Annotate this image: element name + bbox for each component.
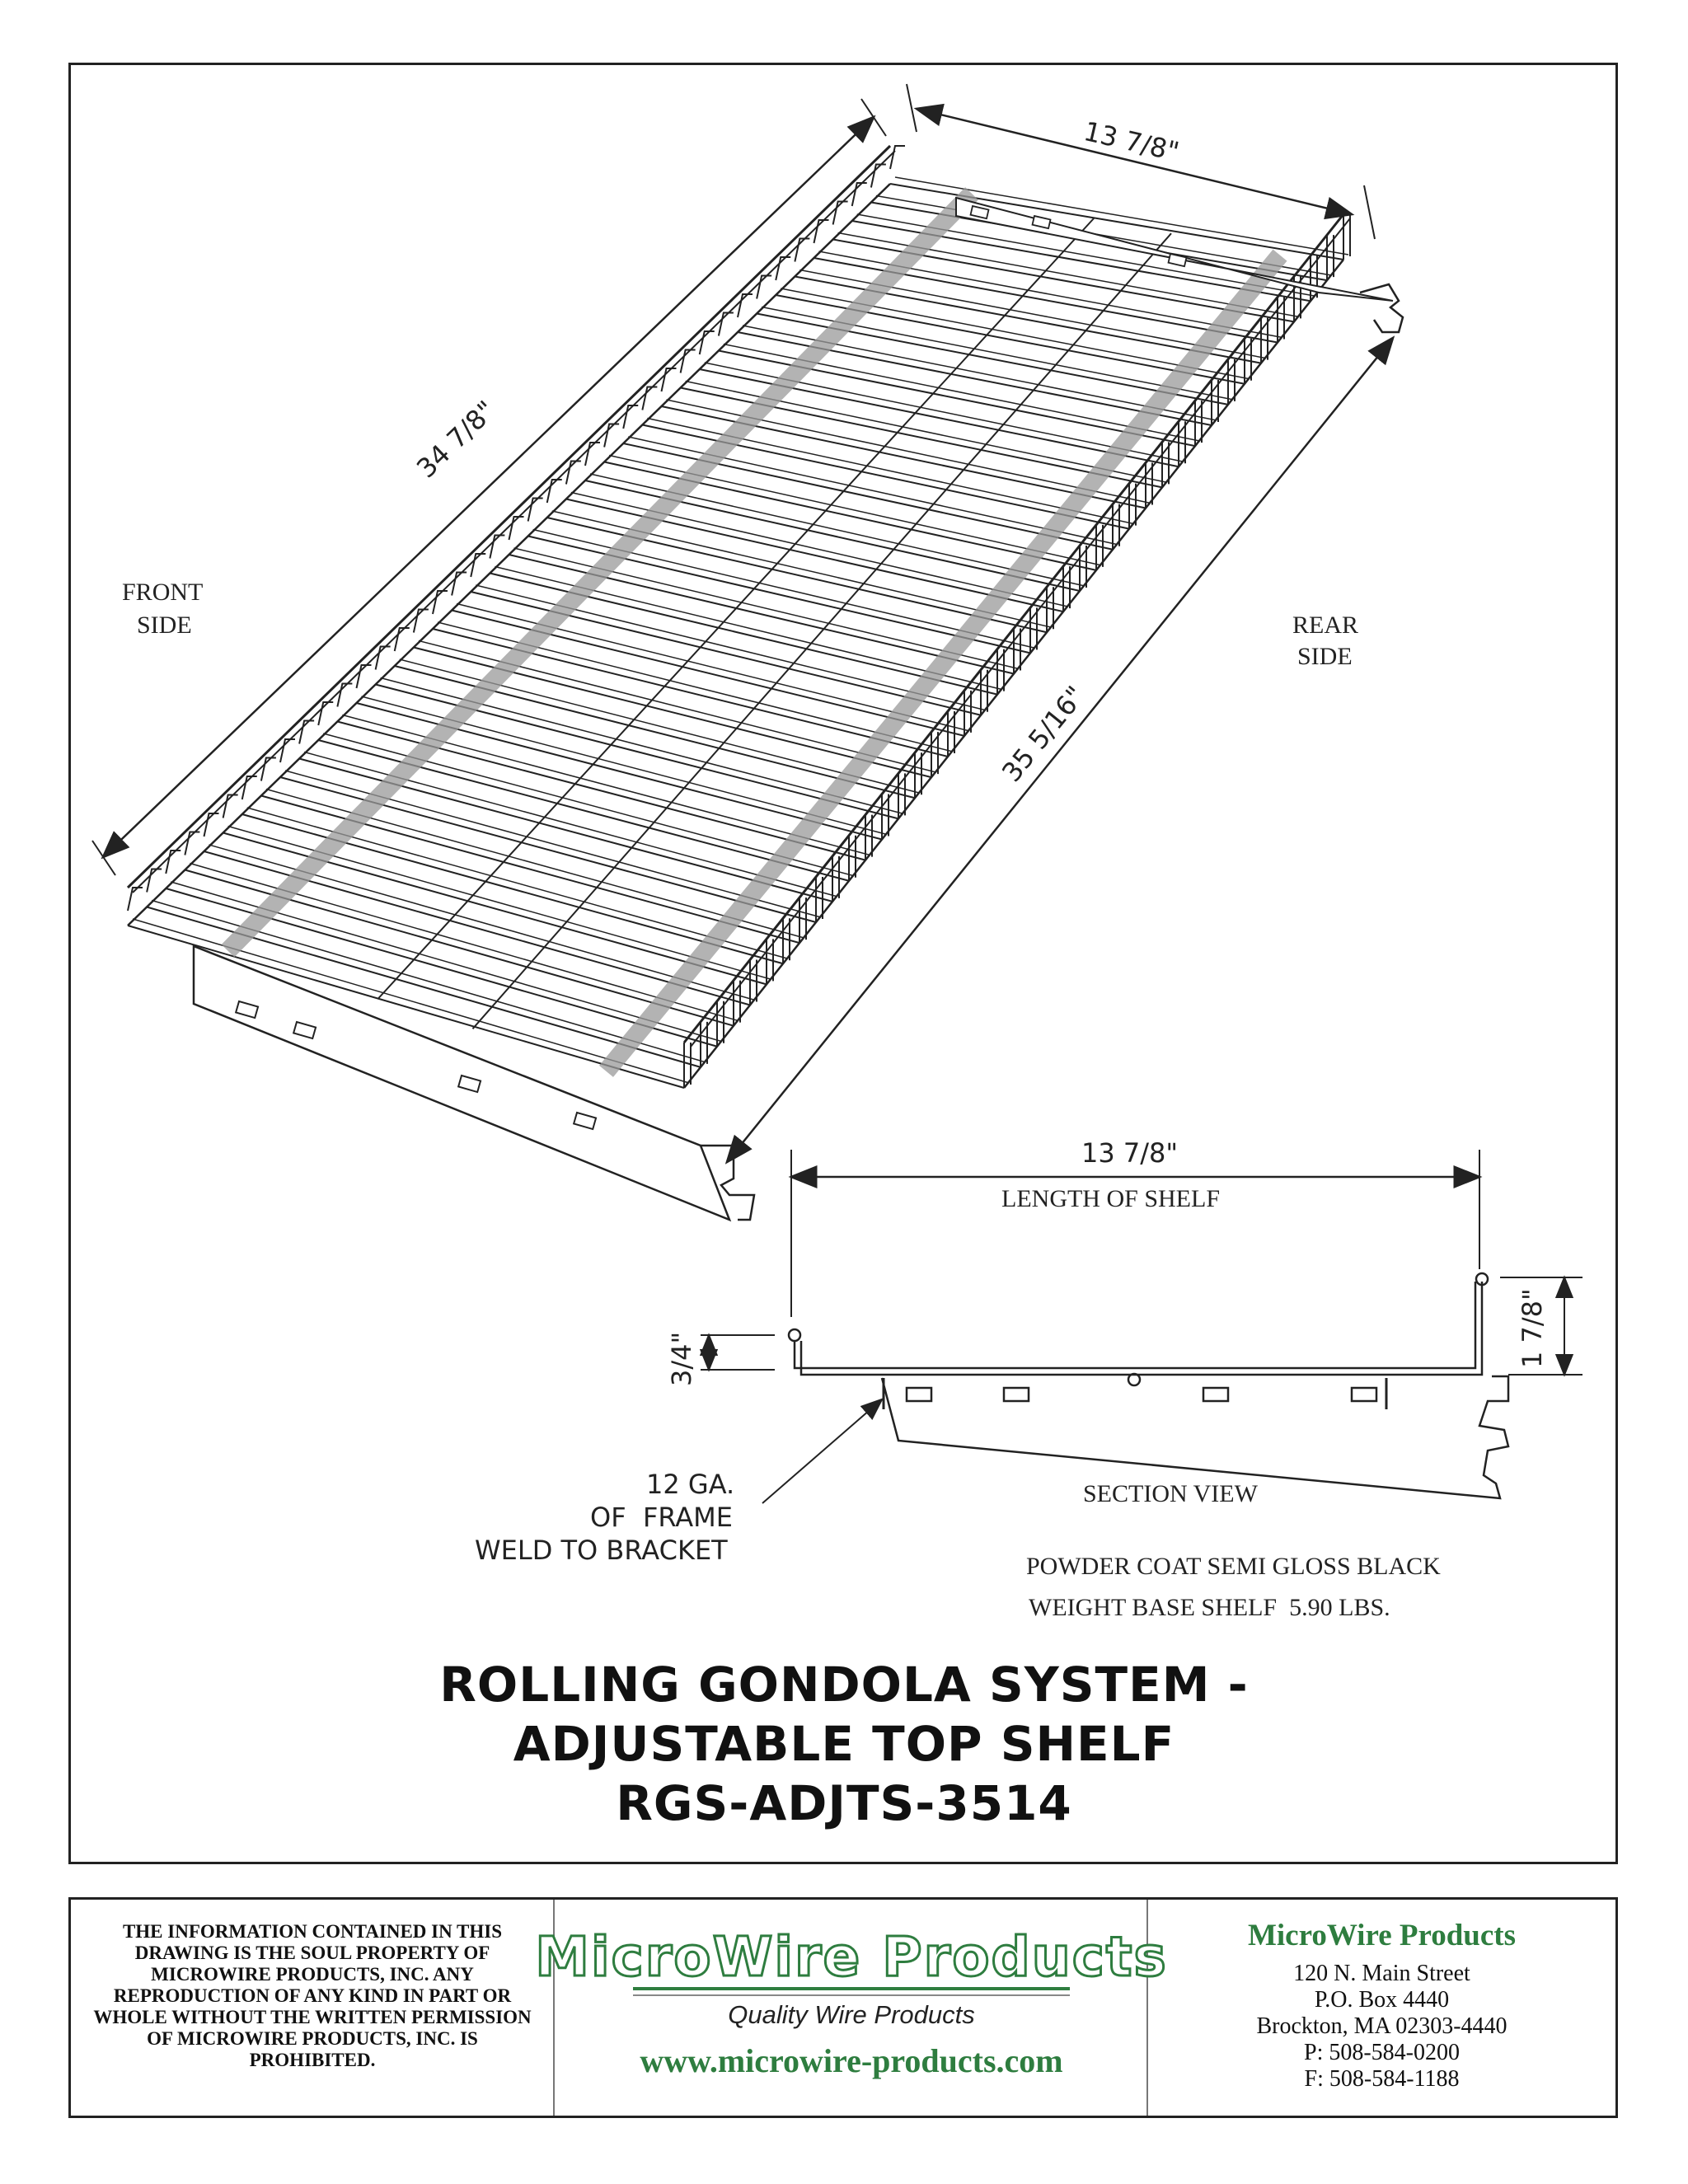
shelf-isometric-view: [128, 146, 1403, 1220]
frame-note-line3: WELD TO BRACKET: [475, 1535, 728, 1566]
title-block: [68, 1897, 1618, 2118]
lip-height-label: 3/4": [666, 1331, 697, 1386]
front-length-dimension: [92, 99, 886, 875]
section-view-label: SECTION VIEW: [1083, 1480, 1258, 1507]
logo-cell: [535, 1900, 1168, 2116]
svg-text:MicroWire Products: MicroWire Products: [535, 1925, 1168, 1989]
title-line-2: ADJUSTABLE TOP SHELF: [513, 1716, 1175, 1772]
rear-top-rail: [684, 214, 1343, 1043]
front-side-label-line2: SIDE: [137, 612, 192, 639]
website-link[interactable]: www.microwire-products.com: [640, 2042, 1063, 2079]
top-depth-label: 13 7/8": [1081, 115, 1183, 168]
legal-notice: THE INFORMATION CONTAINED IN THIS DRAWING IS THE SOUL PROPERTY OF MICROWIRE PRODUCTS, INC. ANY REPRODUCTION OF ANY KIND IN PART OR WHOLE WITHOUT THE WRITTEN PERMISSION OF MICROWIRE PRODUCTS, INC. IS PROHIBITED.: [93, 1921, 532, 2070]
microwire-logo: [535, 1916, 1168, 2003]
fax-number: F: 508-584-1188: [1304, 2066, 1460, 2092]
front-upright: [890, 146, 905, 169]
finish-note: POWDER COAT SEMI GLOSS BLACK: [1026, 1553, 1441, 1580]
address-po-box: P.O. Box 4440: [1314, 1987, 1450, 2013]
front-length-label: 34 7/8": [410, 394, 502, 485]
rear-length-dimension: [727, 338, 1393, 1162]
rear-bracket-hook: [1360, 284, 1403, 332]
address-cell: [1148, 1900, 1615, 2116]
support-band: [228, 194, 973, 951]
front-side-label-line1: FRONT: [122, 579, 204, 606]
rear-side-label-line1: REAR: [1292, 612, 1359, 639]
legal-cell: [71, 1900, 555, 2116]
company-name: MicroWire Products: [1247, 1919, 1517, 1952]
address-city: Brockton, MA 02303-4440: [1256, 2013, 1507, 2039]
title-line-3: RGS-ADJTS-3514: [616, 1775, 1072, 1831]
logo-wordmark: [535, 1916, 1168, 1999]
title-line-1: ROLLING GONDOLA SYSTEM -: [439, 1657, 1249, 1713]
frame-note-line1: 12 GA.: [646, 1469, 735, 1500]
logo-tagline: Quality Wire Products: [728, 2000, 975, 2029]
rear-side-label-line2: SIDE: [1297, 643, 1353, 670]
rear-length-label: 35 5/16": [996, 680, 1092, 788]
address-street: 120 N. Main Street: [1293, 1961, 1470, 1986]
front-rail: [128, 146, 890, 888]
rear-height-label: 1 7/8": [1517, 1288, 1548, 1368]
section-length-label: 13 7/8": [1081, 1137, 1179, 1169]
phone-number: P: 508-584-0200: [1304, 2040, 1460, 2065]
weight-note: WEIGHT BASE SHELF 5.90 LBS.: [1029, 1594, 1390, 1621]
frame-note-line2: OF FRAME: [590, 1502, 733, 1533]
support-band: [607, 255, 1281, 1071]
section-length-caption: LENGTH OF SHELF: [1001, 1185, 1221, 1212]
